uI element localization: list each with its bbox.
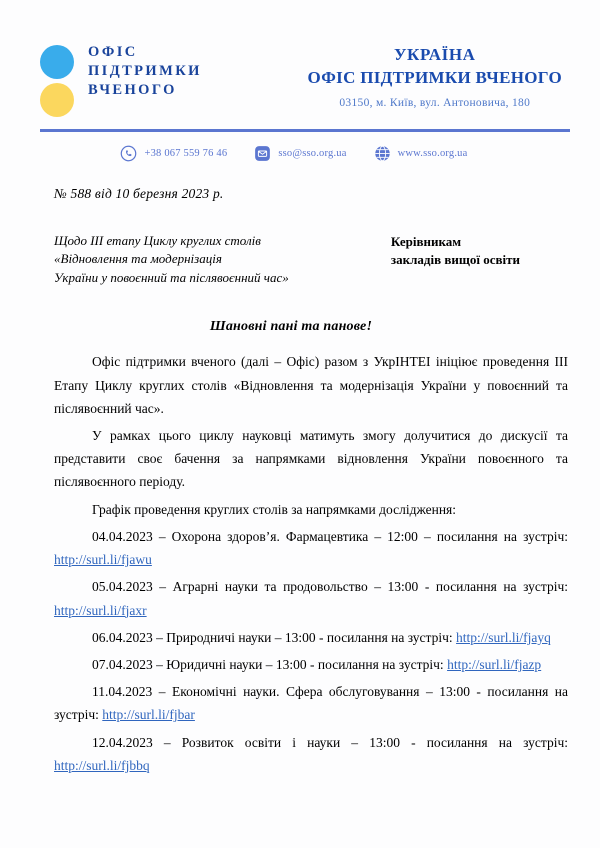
- subject-line-3: України у повоєнний та післявоєнний час»: [54, 269, 289, 285]
- schedule-item: [54, 575, 568, 621]
- addressee-line-1: Керівникам: [390, 234, 462, 249]
- schedule-item: [54, 653, 568, 676]
- schedule-item-link[interactable]: http://surl.li/fjbar: [102, 707, 195, 723]
- contact-bar: [0, 145, 600, 162]
- country-name: УКРАЇНА: [393, 45, 476, 64]
- schedule-item-text: 11.04.2023 – Економічні науки. Сфера обслуговування – 13:00 - посилання на зустріч:: [54, 684, 568, 723]
- schedule-item-text: 06.04.2023 – Природничі науки – 13:00 - посилання на зустріч:: [92, 629, 457, 645]
- globe-icon: [374, 145, 391, 162]
- contact-email-text: sso@sso.org.ua: [278, 148, 347, 159]
- organization-logo: [40, 30, 202, 117]
- schedule-item-link[interactable]: http://surl.li/fjawu: [54, 552, 152, 568]
- letterhead: [0, 0, 600, 117]
- contact-phone-text: +38 067 559 76 46: [144, 148, 228, 159]
- organization-header: [308, 30, 568, 109]
- contact-phone: [120, 145, 227, 162]
- schedule-item-link[interactable]: http://surl.li/fjbbq: [54, 757, 150, 773]
- letter-body: [0, 186, 600, 777]
- subject-and-addressee: [54, 232, 568, 287]
- schedule-list: [54, 525, 568, 777]
- addressee-block: [391, 232, 568, 287]
- schedule-item-link[interactable]: http://surl.li/fjaxr: [54, 602, 147, 618]
- logo-line-3: ВЧЕНОГО: [88, 81, 177, 98]
- logo-line-2: ПІДТРИМКИ: [88, 62, 202, 79]
- subject-block: [54, 232, 344, 287]
- schedule-item: [54, 680, 568, 726]
- header-divider: [40, 129, 570, 132]
- greeting: Шановні пані та панове!: [209, 319, 373, 335]
- schedule-item-text: 05.04.2023 – Аграрні науки та продовольство – 13:00 - посилання на зустріч:: [92, 579, 568, 595]
- organization-address: 03150, м. Київ, вул. Антоновича, 180: [339, 96, 531, 109]
- contact-website-text: www.sso.org.ua: [397, 148, 468, 159]
- mail-icon: [254, 145, 271, 162]
- schedule-item-text: 12.04.2023 – Розвиток освіти і науки – 13:00 - посилання на зустріч:: [92, 734, 568, 750]
- schedule-item: [54, 525, 568, 571]
- subject-line-2: «Відновлення та модернізація: [54, 251, 222, 267]
- schedule-item-text: 07.04.2023 – Юридичні науки – 13:00 - посилання на зустріч:: [92, 656, 448, 672]
- logo-dot-yellow-icon: [40, 83, 74, 117]
- schedule-item-link[interactable]: http://surl.li/fjazp: [447, 656, 542, 672]
- phone-icon: [120, 145, 137, 162]
- addressee-line-2: закладів вищої освіти: [390, 252, 520, 268]
- paragraph-intro: Офіс підтримки вченого (далі – Офіс) разом з УкрІНТЕІ ініціює проведення ІІІ Етапу Циклу круглих столів «Відновлення та модернізація України у повоєнний та післявоєнний час».: [54, 354, 568, 416]
- paragraph-scope: У рамках цього циклу науковці матимуть змогу долучитися до дискусії та представити своє бачення за напрямками відновлення України повоєнного та післявоєнного періоду.: [54, 428, 568, 490]
- logo-dots: [40, 43, 74, 117]
- contact-website: [374, 145, 468, 162]
- logo-wordmark: [88, 43, 202, 97]
- schedule-item-text: 04.04.2023 – Охорона здоров’я. Фармацевтика – 12:00 – посилання на зустріч:: [92, 528, 568, 544]
- document-number: № 588 від 10 березня 2023 р.: [54, 186, 224, 201]
- subject-line-1: Щодо ІІІ етапу Циклу круглих столів: [54, 233, 261, 248]
- logo-line-1: ОФІС: [88, 44, 138, 60]
- schedule-item: [54, 626, 568, 649]
- contact-email: [254, 145, 346, 162]
- organization-name: ОФІС ПІДТРИМКИ ВЧЕНОГО: [307, 67, 562, 87]
- logo-dot-blue-icon: [40, 45, 74, 79]
- schedule-item-link[interactable]: http://surl.li/fjayq: [456, 629, 551, 645]
- schedule-item: [54, 731, 568, 777]
- paragraph-schedule-lead: Графік проведення круглих столів за напрямками дослідження:: [92, 501, 457, 517]
